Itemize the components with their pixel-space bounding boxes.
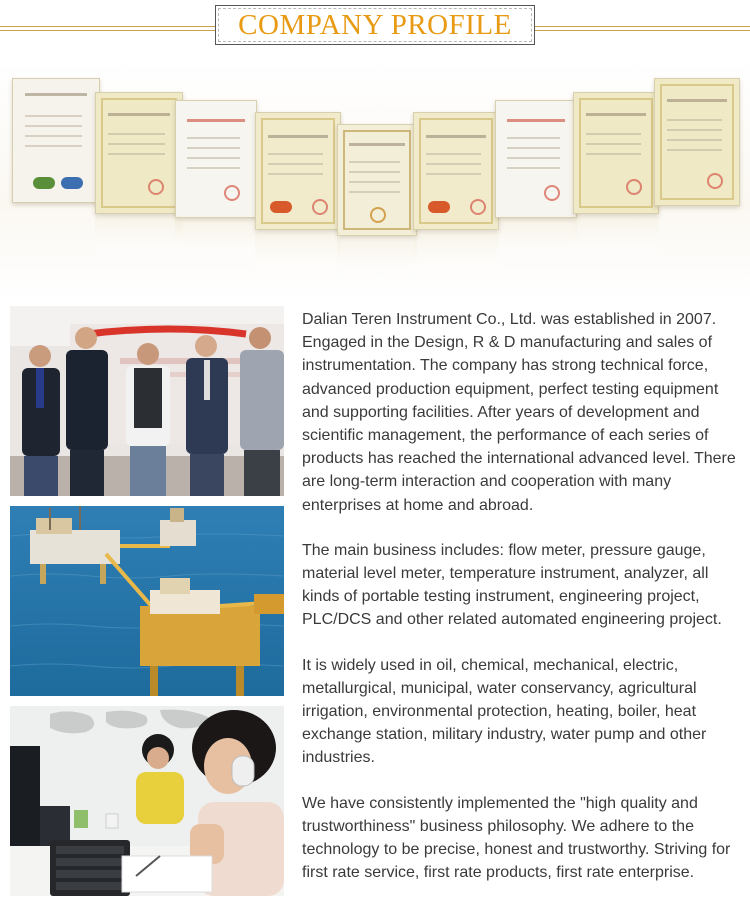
profile-business-paragraph: The main business includes: flow meter, pressure gauge, material level meter, temperature instrument, analyzer, all kinds of portable testing instrument, engineering project, PLC/DCS and other related automated engineering project. — [302, 541, 722, 629]
certificate-icon — [573, 92, 659, 214]
certificate-icon — [95, 92, 183, 214]
certificate-icon — [12, 78, 100, 203]
office-staff-photo — [10, 706, 284, 896]
certificate-reflection — [175, 220, 257, 260]
certificate-icon — [495, 100, 577, 218]
profile-philosophy-paragraph: We have consistently implemented the "high quality and trustworthiness" business philosophy. We adhere to the technology to be precise, honest and trustworthy. Striving for first rate service, first rate products, first rate enterprise. — [302, 794, 731, 882]
certificate-icon — [337, 124, 417, 236]
profile-intro-paragraph: Dalian Teren Instrument Co., Ltd. was established in 2007. Engaged in the Design, R & D manufacturing and sales of instrumentation. The company has strong technical force, advanced production equipment, perfect testing equipment and supporting facilities. After years of development and scientific management, the performance of each series of products has reached the international advanced level. There are long-term interaction and cooperation with many enterprises at home and abroad. — [302, 311, 736, 514]
certificate-icon — [654, 78, 740, 206]
profile-text — [302, 308, 742, 906]
certificate-icon — [175, 100, 257, 218]
certificate-icon — [413, 112, 499, 230]
certificate-reflection — [495, 220, 577, 260]
certificate-icon — [255, 112, 341, 230]
page-title: COMPANY PROFILE — [238, 8, 512, 41]
profile-applications-paragraph: It is widely used in oil, chemical, mechanical, electric, metallurgical, municipal, water conservancy, agricultural irrigation, environmental protection, heating, boiler, heat exchange station, military industry, water pump and other industries. — [302, 656, 707, 767]
certificate-reflection — [255, 232, 341, 277]
certificate-reflection — [95, 216, 183, 256]
certificate-reflection — [337, 238, 417, 283]
offshore-platform-photo — [10, 506, 284, 696]
certificate-reflection — [573, 216, 659, 256]
certificates-strip — [0, 60, 750, 300]
team-photo — [10, 306, 284, 496]
title-banner — [215, 5, 535, 45]
certificate-reflection — [413, 232, 499, 277]
